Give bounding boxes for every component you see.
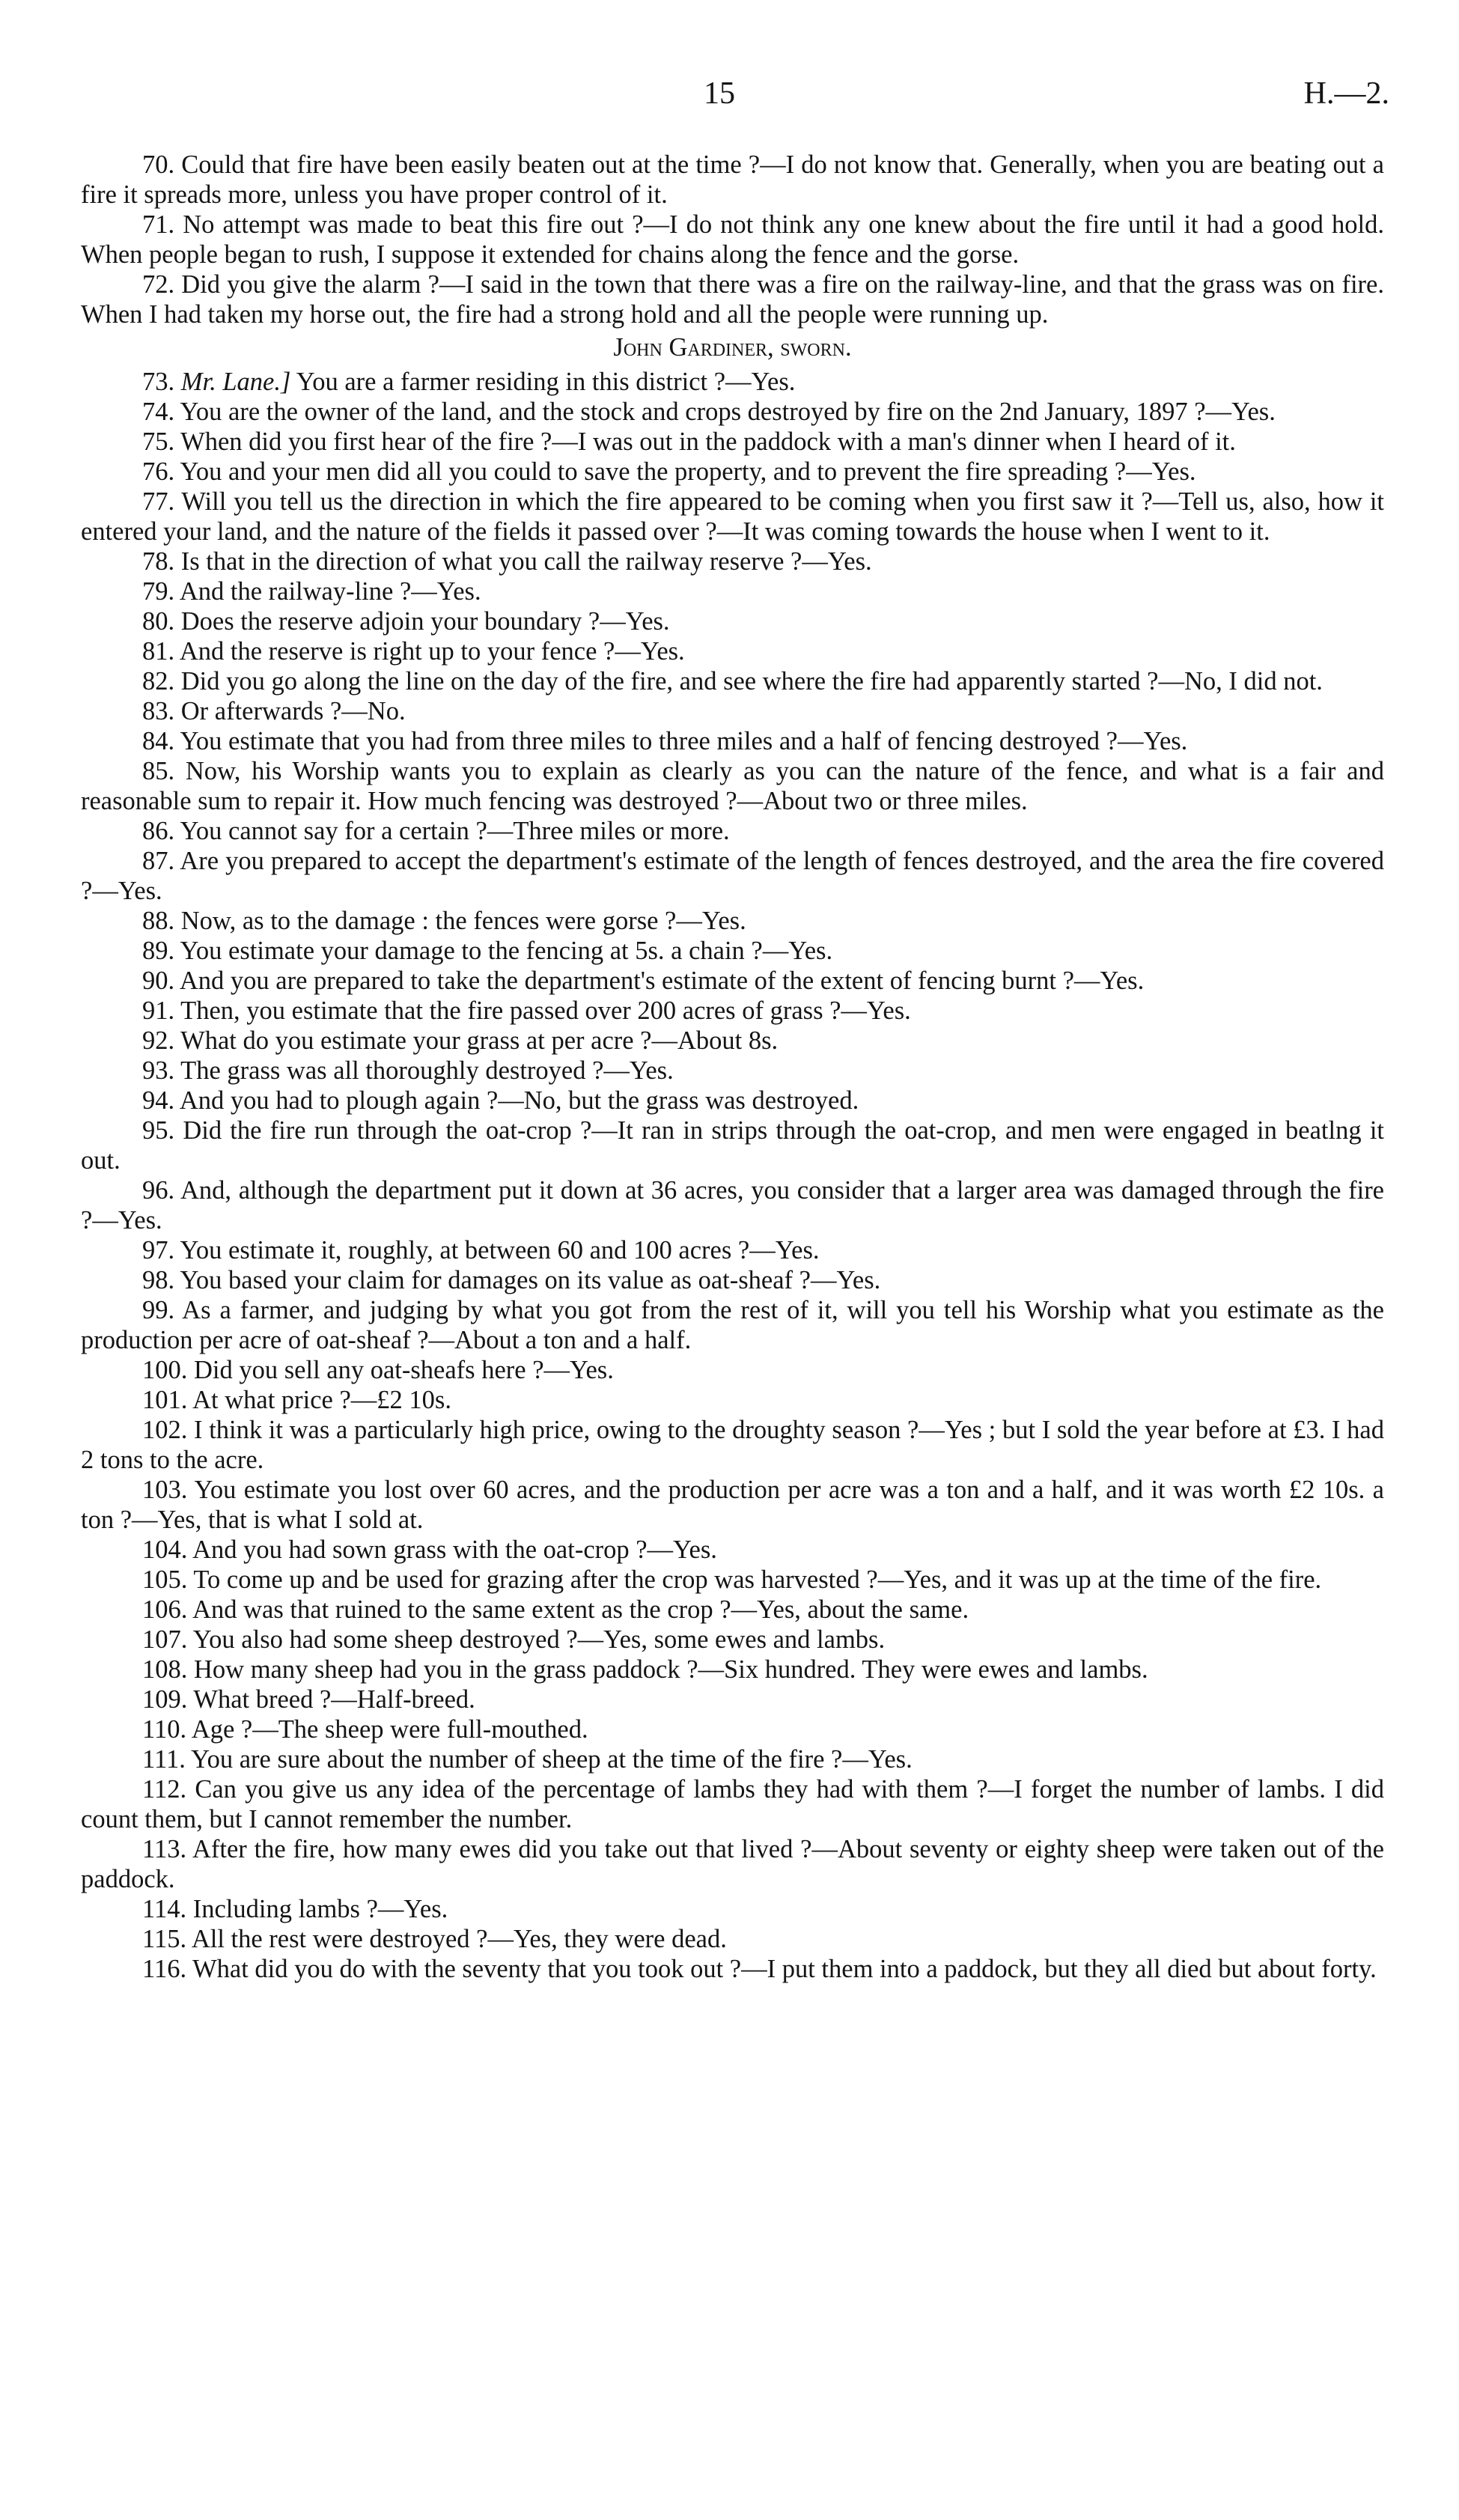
paragraph-q104: 104. And you had sown grass with the oat-crop ?—Yes.: [142, 1536, 717, 1564]
paragraph-q91: 91. Then, you estimate that the fire passed over 200 acres of grass ?—Yes.: [142, 996, 911, 1025]
paragraph-q114: 114. Including lambs ?—Yes.: [142, 1895, 448, 1923]
paragraph-q77: 77. Will you tell us the direction in which the fire appeared to be coming when you first saw it ?—Tell us, also, how it entered your land, and the nature of the fields it passed over ?—It was coming towards the house when I went to it.: [81, 487, 1384, 546]
paragraph-q87: 87. Are you prepared to accept the department's estimate of the length of fences destroyed, and the area the fire covered ?—Yes.: [81, 847, 1384, 905]
paragraph-q90: 90. And you are prepared to take the department's estimate of the extent of fencing burnt ?—Yes.: [142, 967, 1145, 995]
document-code: H.—2.: [1303, 76, 1389, 111]
paragraph-q105: 105. To come up and be used for grazing after the crop was harvested ?—Yes, and it was up at the time of the fire.: [142, 1565, 1322, 1594]
paragraph-q115: 115. All the rest were destroyed ?—Yes, they were dead.: [142, 1925, 727, 1953]
paragraph-q74: 74. You are the owner of the land, and the stock and crops destroyed by fire on the 2nd January, 1897 ?—Yes.: [142, 398, 1276, 426]
paragraph-q81: 81. And the reserve is right up to your fence ?—Yes.: [142, 637, 685, 666]
paragraph-q83: 83. Or afterwards ?—No.: [142, 697, 406, 725]
paragraph-q109: 109. What breed ?—Half-breed.: [142, 1685, 475, 1714]
page-header: [0, 71, 1459, 116]
paragraph-q85: 85. Now, his Worship wants you to explain as clearly as you can the nature of the fence, and what is a fair and reasonable sum to repair it. How much fencing was destroyed ?—About two or three miles.: [81, 757, 1384, 815]
paragraph-q88: 88. Now, as to the damage : the fences were gorse ?—Yes.: [142, 907, 746, 935]
page-body: [81, 150, 1384, 1984]
paragraph-q101: 101. At what price ?—£2 10s.: [142, 1386, 451, 1414]
paragraph-q80: 80. Does the reserve adjoin your boundary ?—Yes.: [142, 607, 670, 636]
paragraph-q84: 84. You estimate that you had from three miles to three miles and a half of fencing destroyed ?—Yes.: [142, 727, 1188, 755]
witness-sworn: , sworn.: [767, 333, 852, 362]
paragraph-q86: 86. You cannot say for a certain ?—Three miles or more.: [142, 817, 730, 845]
paragraph-q94: 94. And you had to plough again ?—No, but the grass was destroyed.: [142, 1086, 859, 1115]
paragraph-q111: 111. You are sure about the number of sheep at the time of the fire ?—Yes.: [142, 1745, 913, 1774]
witness-heading: [81, 332, 1384, 362]
paragraph-q96: 96. And, although the department put it down at 36 acres, you consider that a larger area was damaged through the fire ?—Yes.: [81, 1176, 1384, 1235]
paragraph-q110: 110. Age ?—The sheep were full-mouthed.: [142, 1715, 588, 1744]
paragraph-q100: 100. Did you sell any oat-sheafs here ?—Yes.: [142, 1356, 614, 1384]
paragraph-q70: 70. Could that fire have been easily beaten out at the time ?—I do not know that. Generally, when you are beating out a fire it spreads more, unless you have proper control of it.: [81, 150, 1384, 209]
paragraph-q76: 76. You and your men did all you could to save the property, and to prevent the fire spreading ?—Yes.: [142, 457, 1196, 486]
paragraph-q75: 75. When did you first hear of the fire ?—I was out in the paddock with a man's dinner when I heard of it.: [142, 427, 1236, 456]
question-text: You are a farmer residing in this district ?—Yes.: [296, 368, 796, 396]
paragraph-q116: 116. What did you do with the seventy that you took out ?—I put them into a paddock, but they all died but about forty.: [142, 1955, 1377, 1983]
paragraph-q71: 71. No attempt was made to beat this fire out ?—I do not think any one knew about the fire until it had a good hold. When people began to rush, I suppose it extended for chains along the fence and the gorse.: [81, 210, 1384, 269]
paragraph-q113: 113. After the fire, how many ewes did you take out that lived ?—About seventy or eighty sheep were taken out of the paddock.: [81, 1835, 1384, 1893]
paragraph-q99: 99. As a farmer, and judging by what you got from the rest of it, will you tell his Worship what you estimate as the production per acre of oat-sheaf ?—About a ton and a half.: [81, 1296, 1384, 1354]
paragraph-q106: 106. And was that ruined to the same extent as the crop ?—Yes, about the same.: [142, 1595, 969, 1624]
paragraph-q72: 72. Did you give the alarm ?—I said in the town that there was a fire on the railway-line, and that the grass was on fire. When I had taken my horse out, the fire had a strong hold and all the people were running up.: [81, 270, 1384, 329]
paragraph-q97: 97. You estimate it, roughly, at between 60 and 100 acres ?—Yes.: [142, 1236, 820, 1264]
paragraph-q79: 79. And the railway-line ?—Yes.: [142, 577, 481, 606]
page-number: 15: [704, 76, 735, 111]
paragraph-q107: 107. You also had some sheep destroyed ?—Yes, some ewes and lambs.: [142, 1625, 886, 1654]
paragraph-q102: 102. I think it was a particularly high price, owing to the droughty season ?—Yes ; but I sold the year before at £3. I had 2 tons to the acre.: [81, 1416, 1384, 1474]
paragraph-q89: 89. You estimate your damage to the fencing at 5s. a chain ?—Yes.: [142, 937, 833, 965]
paragraph-q108: 108. How many sheep had you in the grass paddock ?—Six hundred. They were ewes and lambs.: [142, 1655, 1148, 1684]
paragraph-q93: 93. The grass was all thoroughly destroyed ?—Yes.: [142, 1056, 674, 1085]
paragraph-q78: 78. Is that in the direction of what you call the railway reserve ?—Yes.: [142, 547, 872, 576]
witness-name: John Gardiner: [613, 333, 768, 362]
paragraph-q82: 82. Did you go along the line on the day of the fire, and see where the fire had apparently started ?—No, I did not.: [142, 667, 1323, 696]
paragraph-q95: 95. Did the fire run through the oat-crop ?—It ran in strips through the oat-crop, and men were engaged in beatlng it out.: [81, 1116, 1384, 1175]
paragraph-q92: 92. What do you estimate your grass at per acre ?—About 8s.: [142, 1026, 779, 1055]
paragraph-q112: 112. Can you give us any idea of the percentage of lambs they had with them ?—I forget the number of lambs. I did count them, but I cannot remember the number.: [81, 1775, 1384, 1833]
question-number: 73.: [142, 368, 175, 396]
paragraph-q73: [81, 367, 1384, 397]
paragraph-q103: 103. You estimate you lost over 60 acres, and the production per acre was a ton and a half, and it was worth £2 10s. a ton ?—Yes, that is what I sold at.: [81, 1476, 1384, 1534]
paragraph-q98: 98. You based your claim for damages on its value as oat-sheaf ?—Yes.: [142, 1266, 881, 1294]
speaker-label: Mr. Lane.]: [180, 368, 291, 396]
